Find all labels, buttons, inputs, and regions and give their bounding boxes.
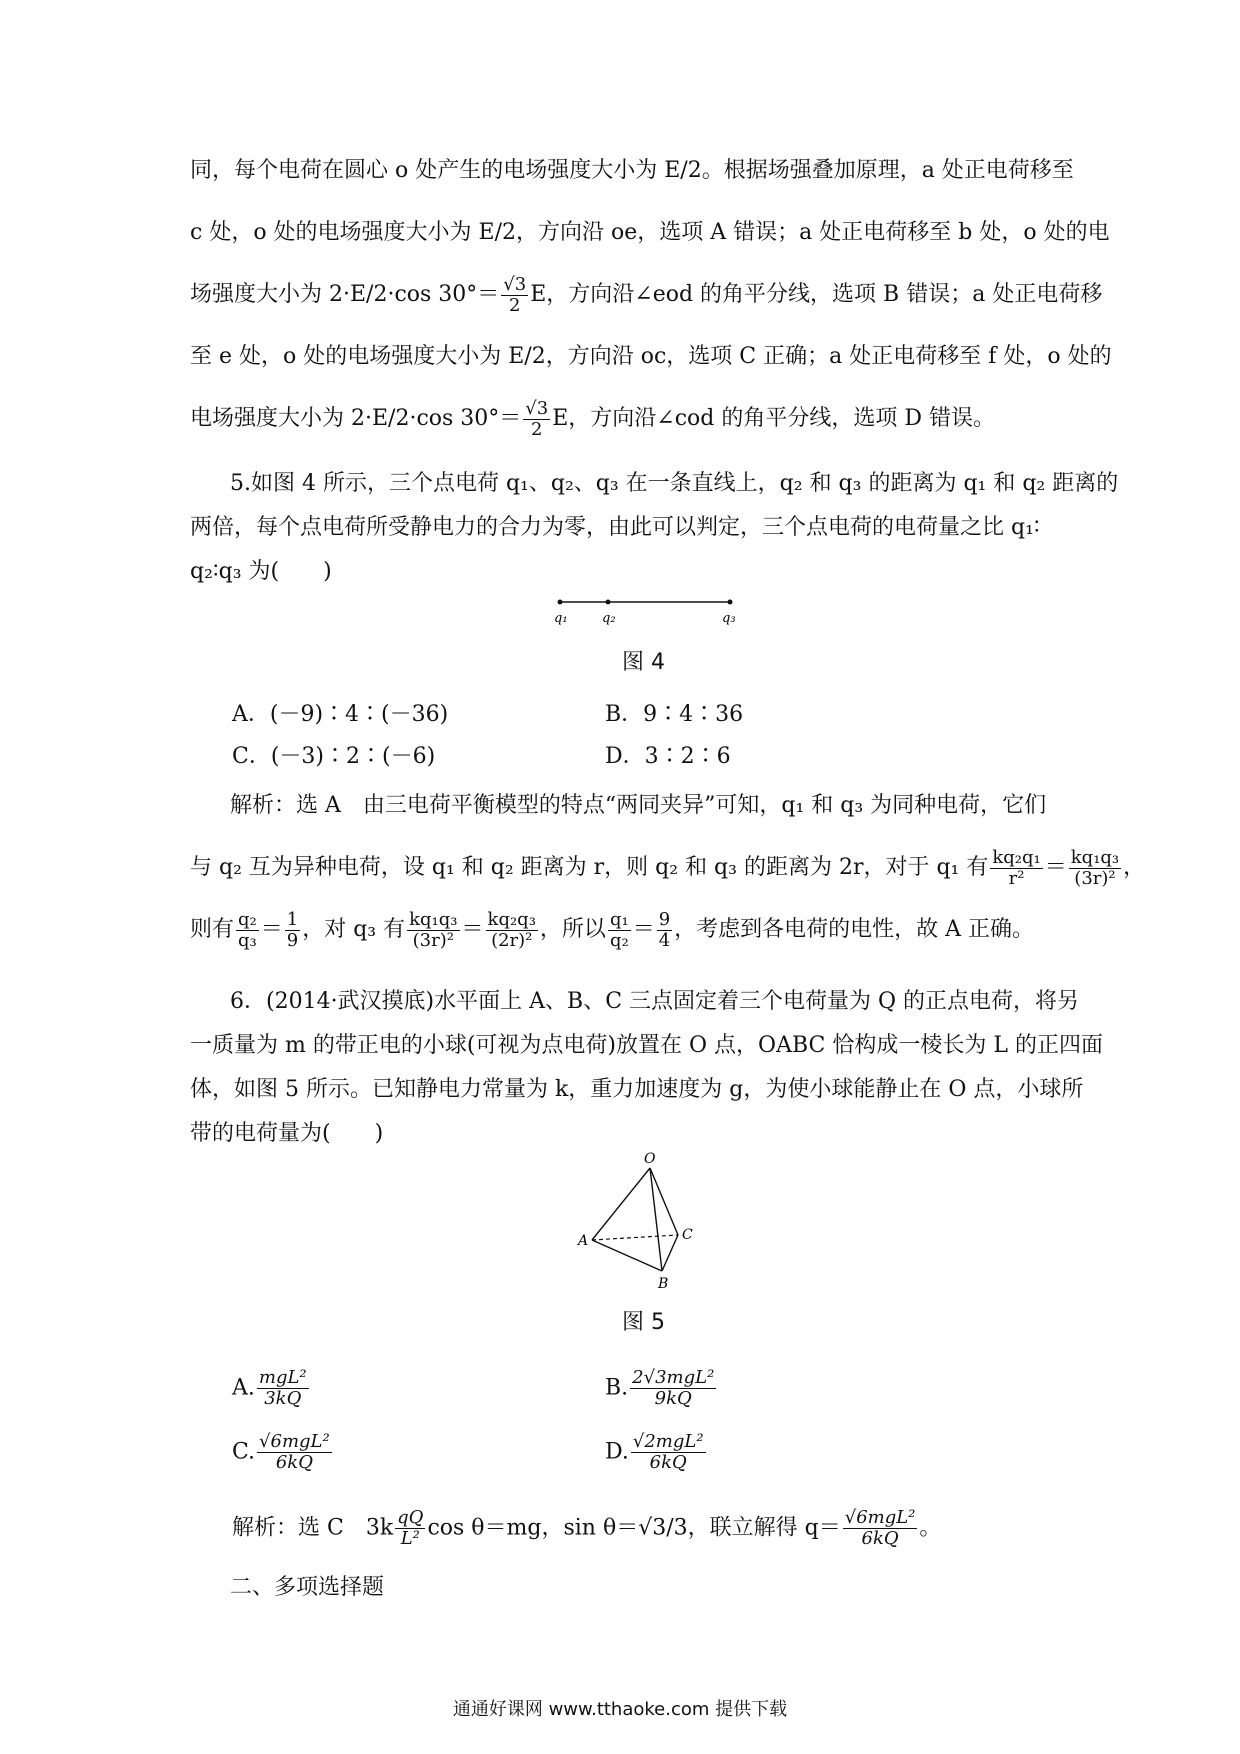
label-q3: q₃ [722, 611, 736, 626]
figure-4-diagram [540, 588, 750, 628]
question-5-analysis [190, 775, 1146, 961]
figure-5-diagram [570, 1150, 720, 1290]
q6-option-a: A. $\frac{\text{mgL²}}{3kQ}$ [232, 1367, 307, 1409]
previous-analysis [190, 140, 1112, 450]
section-heading: 二、多项选择题 [230, 1575, 385, 1600]
edge-ab [592, 1240, 662, 1271]
q5-analysis-line-1: 解析：选 A 由三电荷平衡模型的特点“两同夹异”可知，q₁ 和 q₃ 为同种电荷，它们 [230, 793, 1047, 818]
charge-q2-dot [606, 600, 611, 605]
fraction: $\frac{1}{9}$ [286, 908, 299, 951]
charge-q1-dot [558, 600, 563, 605]
edge-bc [662, 1235, 678, 1271]
analysis-line-1: 同，每个电荷在圆心 o 处产生的电场强度大小为 E/2。根据场强叠加原理，a 处正电荷移至 [190, 158, 1074, 183]
fraction: $\frac{\text{q₁}}{\text{q₂}}$ [609, 908, 629, 951]
fraction: $\frac{\text{2√3mgL²}}{9kQ}$ [632, 1367, 715, 1409]
q5-analysis-line-2: 与 q₂ 互为异种电荷，设 q₁ 和 q₂ 距离为 r，则 q₂ 和 q₃ 的距离为 2r，对于 q₁ 有 $\frac{\text{kq₂q₁}}{\text{r²}}$ ＝ $\frac{\text{kq₁q₃}}{\text{(3r)²}}$ ， [190, 846, 1146, 889]
vertex-o-label: O [644, 1151, 656, 1167]
fraction: $\frac{9}{4}$ [658, 908, 671, 951]
label-q2: q₂ [602, 611, 616, 626]
q5-analysis-line-3: 则有 $\frac{\text{q₂}}{\text{q₃}}$ ＝ $\frac{1}{9}$ ，对 q₃ 有 $\frac{\text{kq₁q₃}}{\text{(3r)²}}$ ＝ $\frac{\text{kq₂q₃}}{\text{(2r)²}}$ ，所以 $\frac{\text{q₁}}{\text{q₂}}$ ＝ $\frac{9}{4}$ ，考虑到各电荷的电性，故 A 正确。 [190, 908, 1035, 951]
analysis-line-3: 场强度大小为 2·E/2·cos 30°＝ $\frac{√3}{2}$ E，方向沿∠eod 的角平分线，选项 B 错误；a 处正电荷移 [190, 273, 1103, 316]
vertex-c-label: C [682, 1227, 693, 1243]
fraction: $\frac{\text{kq₂q₁}}{\text{r²}}$ [992, 846, 1041, 889]
q6-option-c: C. $\frac{\text{√6mgL²}}{6kQ}$ [232, 1431, 330, 1473]
fraction: $\frac{\text{kq₁q₃}}{\text{(3r)²}}$ [409, 908, 458, 951]
question-5-line-1: 5.如图 4 所示，三个点电荷 q₁、q₂、q₃ 在一条直线上，q₂ 和 q₃ 的距离为 q₁ 和 q₂ 距离的 [230, 471, 1119, 496]
q5-option-b: B．9∶4∶36 [605, 702, 744, 727]
fraction-sqrt3-over-2: $\frac{√3}{2}$ [525, 397, 549, 440]
q6-option-b: B. $\frac{\text{2√3mgL²}}{9kQ}$ [605, 1367, 715, 1409]
fraction: $\frac{\text{q₂}}{\text{q₃}}$ [238, 908, 257, 951]
fraction: $\frac{\text{kq₂q₃}}{\text{(2r)²}}$ [487, 908, 536, 951]
question-6-line-1: 6．(2014·武汉摸底)水平面上 A、B、C 三点固定着三个电荷量为 Q 的正点电荷，将另 [230, 989, 1080, 1014]
figure-5-caption: 图 5 [622, 1310, 665, 1335]
edge-ac-hidden [592, 1235, 678, 1240]
question-6-line-4: 带的电荷量为( ) [190, 1121, 384, 1146]
page-footer: 通通好课网 www.tthaoke.com 提供下载 [452, 1699, 788, 1720]
analysis-line-4: 至 e 处，o 处的电场强度大小为 E/2，方向沿 oc，选项 C 正确；a 处正电荷移至 f 处，o 处的 [190, 344, 1112, 369]
edge-oa [592, 1168, 650, 1240]
question-5 [190, 462, 1119, 594]
vertex-b-label: B [658, 1276, 669, 1290]
q5-option-a: A．(－9)∶4∶(－36) [232, 702, 449, 727]
fraction: $\frac{\text{√6mgL²}}{6kQ}$ [844, 1507, 916, 1549]
vertex-a-label: A [578, 1233, 589, 1249]
analysis-line-2: c 处，o 处的电场强度大小为 E/2，方向沿 oe，选项 A 错误；a 处正电荷移至 b 处，o 处的电 [190, 220, 1110, 245]
q5-option-d: D．3∶2∶6 [605, 744, 731, 769]
analysis-line-5: 电场强度大小为 2·E/2·cos 30°＝ $\frac{√3}{2}$ E，方向沿∠cod 的角平分线，选项 D 错误。 [190, 397, 995, 440]
fraction: $\frac{\text{mgL²}}{3kQ}$ [258, 1367, 307, 1409]
fraction: $\frac{qQ}{\text{L²}}$ [397, 1507, 424, 1549]
question-5-line-2: 两倍，每个点电荷所受静电力的合力为零，由此可以判定，三个点电荷的电荷量之比 q₁∶ [190, 515, 1040, 540]
figure-4-caption: 图 4 [622, 650, 665, 675]
fraction-sqrt3-over-2: $\frac{√3}{2}$ [503, 273, 527, 316]
fraction: $\frac{\text{kq₁q₃}}{\text{(3r)²}}$ [1070, 846, 1120, 889]
question-6-line-2: 一质量为 m 的带正电的小球(可视为点电荷)放置在 O 点，OABC 恰构成一棱长为 L 的正四面 [190, 1033, 1103, 1058]
label-q1: q₁ [554, 611, 568, 626]
question-6-analysis: 解析：选 C 3k $\frac{qQ}{\text{L²}}$ cos θ＝mg，sin θ＝√3/3，联立解得 q＝ $\frac{\text{√6mgL²}}{6kQ}$ 。 [232, 1507, 942, 1549]
question-6 [190, 980, 1103, 1156]
q6-option-d: D. $\frac{\text{√2mgL²}}{6kQ}$ [605, 1431, 704, 1473]
q5-option-c: C．(－3)∶2∶(－6) [232, 744, 436, 769]
fraction: $\frac{\text{√2mgL²}}{6kQ}$ [632, 1431, 704, 1473]
charge-q3-dot [728, 600, 733, 605]
question-5-line-3: q₂∶q₃ 为( ) [190, 559, 332, 584]
fraction: $\frac{\text{√6mgL²}}{6kQ}$ [259, 1431, 330, 1473]
question-6-line-3: 体，如图 5 所示。已知静电力常量为 k，重力加速度为 g，为使小球能静止在 O 点，小球所 [190, 1077, 1084, 1102]
